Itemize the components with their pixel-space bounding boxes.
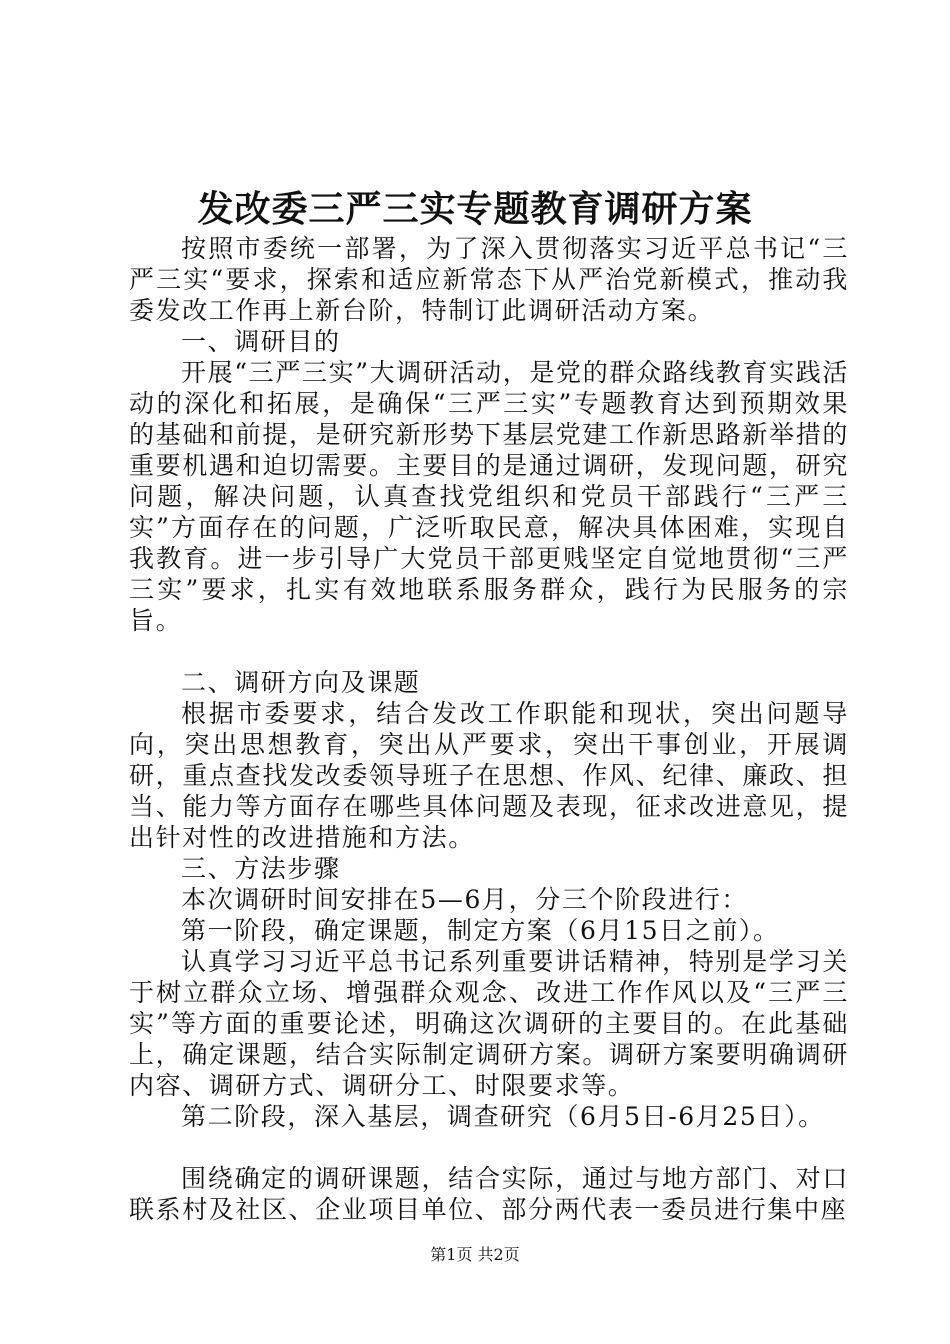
section-heading-steps: 三、方法步骤 — [181, 854, 341, 883]
document-body — [129, 233, 849, 1225]
paragraph-purpose: 开展“三严三实”大调研活动，是党的群众路线教育实践活动的深化和拓展，是确保“三严三实”专题教育达到预期效果的基础和前提，是研究新形势下基层党建工作新思路新举措的重要机遇和迫切需要。主要目的是通过调研，发现问题，研究问题，解决问题，认真查找党组织和党员干部践行“三严三实”方面存在的问题，广泛听取民意，解决具体困难，实现自我教育。进一步引导广大党员干部更贱坚定自觉地贯彻“三严三实”要求，扎实有效地联系服务群众，践行为民服务的宗旨。 — [129, 358, 849, 635]
paragraph-schedule: 本次调研时间安排在5—6月，分三个阶段进行： — [181, 885, 749, 914]
paragraph-stage-one-detail: 认真学习习近平总书记系列重要讲话精神，特别是学习关于树立群众立场、增强群众观念、改进工作作风以及“三严三实”等方面的重要论述，明确这次调研的主要目的。在此基础上，确定课题，结合实际制定调研方案。调研方案要明确调研内容、调研方式、调研分工、时限要求等。 — [129, 947, 849, 1100]
section-heading-purpose: 一、调研目的 — [181, 327, 341, 356]
paragraph-stage-one: 第一阶段，确定课题，制定方案（6月15日之前）。 — [181, 916, 780, 945]
section-heading-direction: 二、调研方向及课题 — [181, 668, 421, 697]
paragraph-direction: 根据市委要求，结合发改工作职能和现状，突出问题导向，突出思想教育，突出从严要求，突出干事创业，开展调研，重点查找发改委领导班子在思想、作风、纪律、廉政、担当、能力等方面存在哪些具体问题及表现，征求改进意见，提出针对性的改进措施和方法。 — [129, 699, 849, 852]
paragraph-intro: 按照市委统一部署，为了深入贯彻落实习近平总书记“三严三实“要求，探索和适应新常态下从严治党新模式，推动我委发改工作再上新台阶，特制订此调研活动方案。 — [129, 234, 849, 325]
paragraph-stage-two: 第二阶段，深入基层，调查研究（6月5日-6月25日）。 — [181, 1102, 825, 1131]
page-number-footer: 第1页 共2页 — [430, 1245, 520, 1264]
paragraph-spacer — [129, 1132, 849, 1163]
paragraph-stage-two-detail: 围绕确定的调研课题，结合实际，通过与地方部门、对口联系村及社区、企业项目单位、部分两代表一委员进行集中座 — [129, 1164, 849, 1224]
document-title: 发改委三严三实专题教育调研方案 — [197, 188, 753, 230]
paragraph-spacer — [129, 636, 849, 667]
